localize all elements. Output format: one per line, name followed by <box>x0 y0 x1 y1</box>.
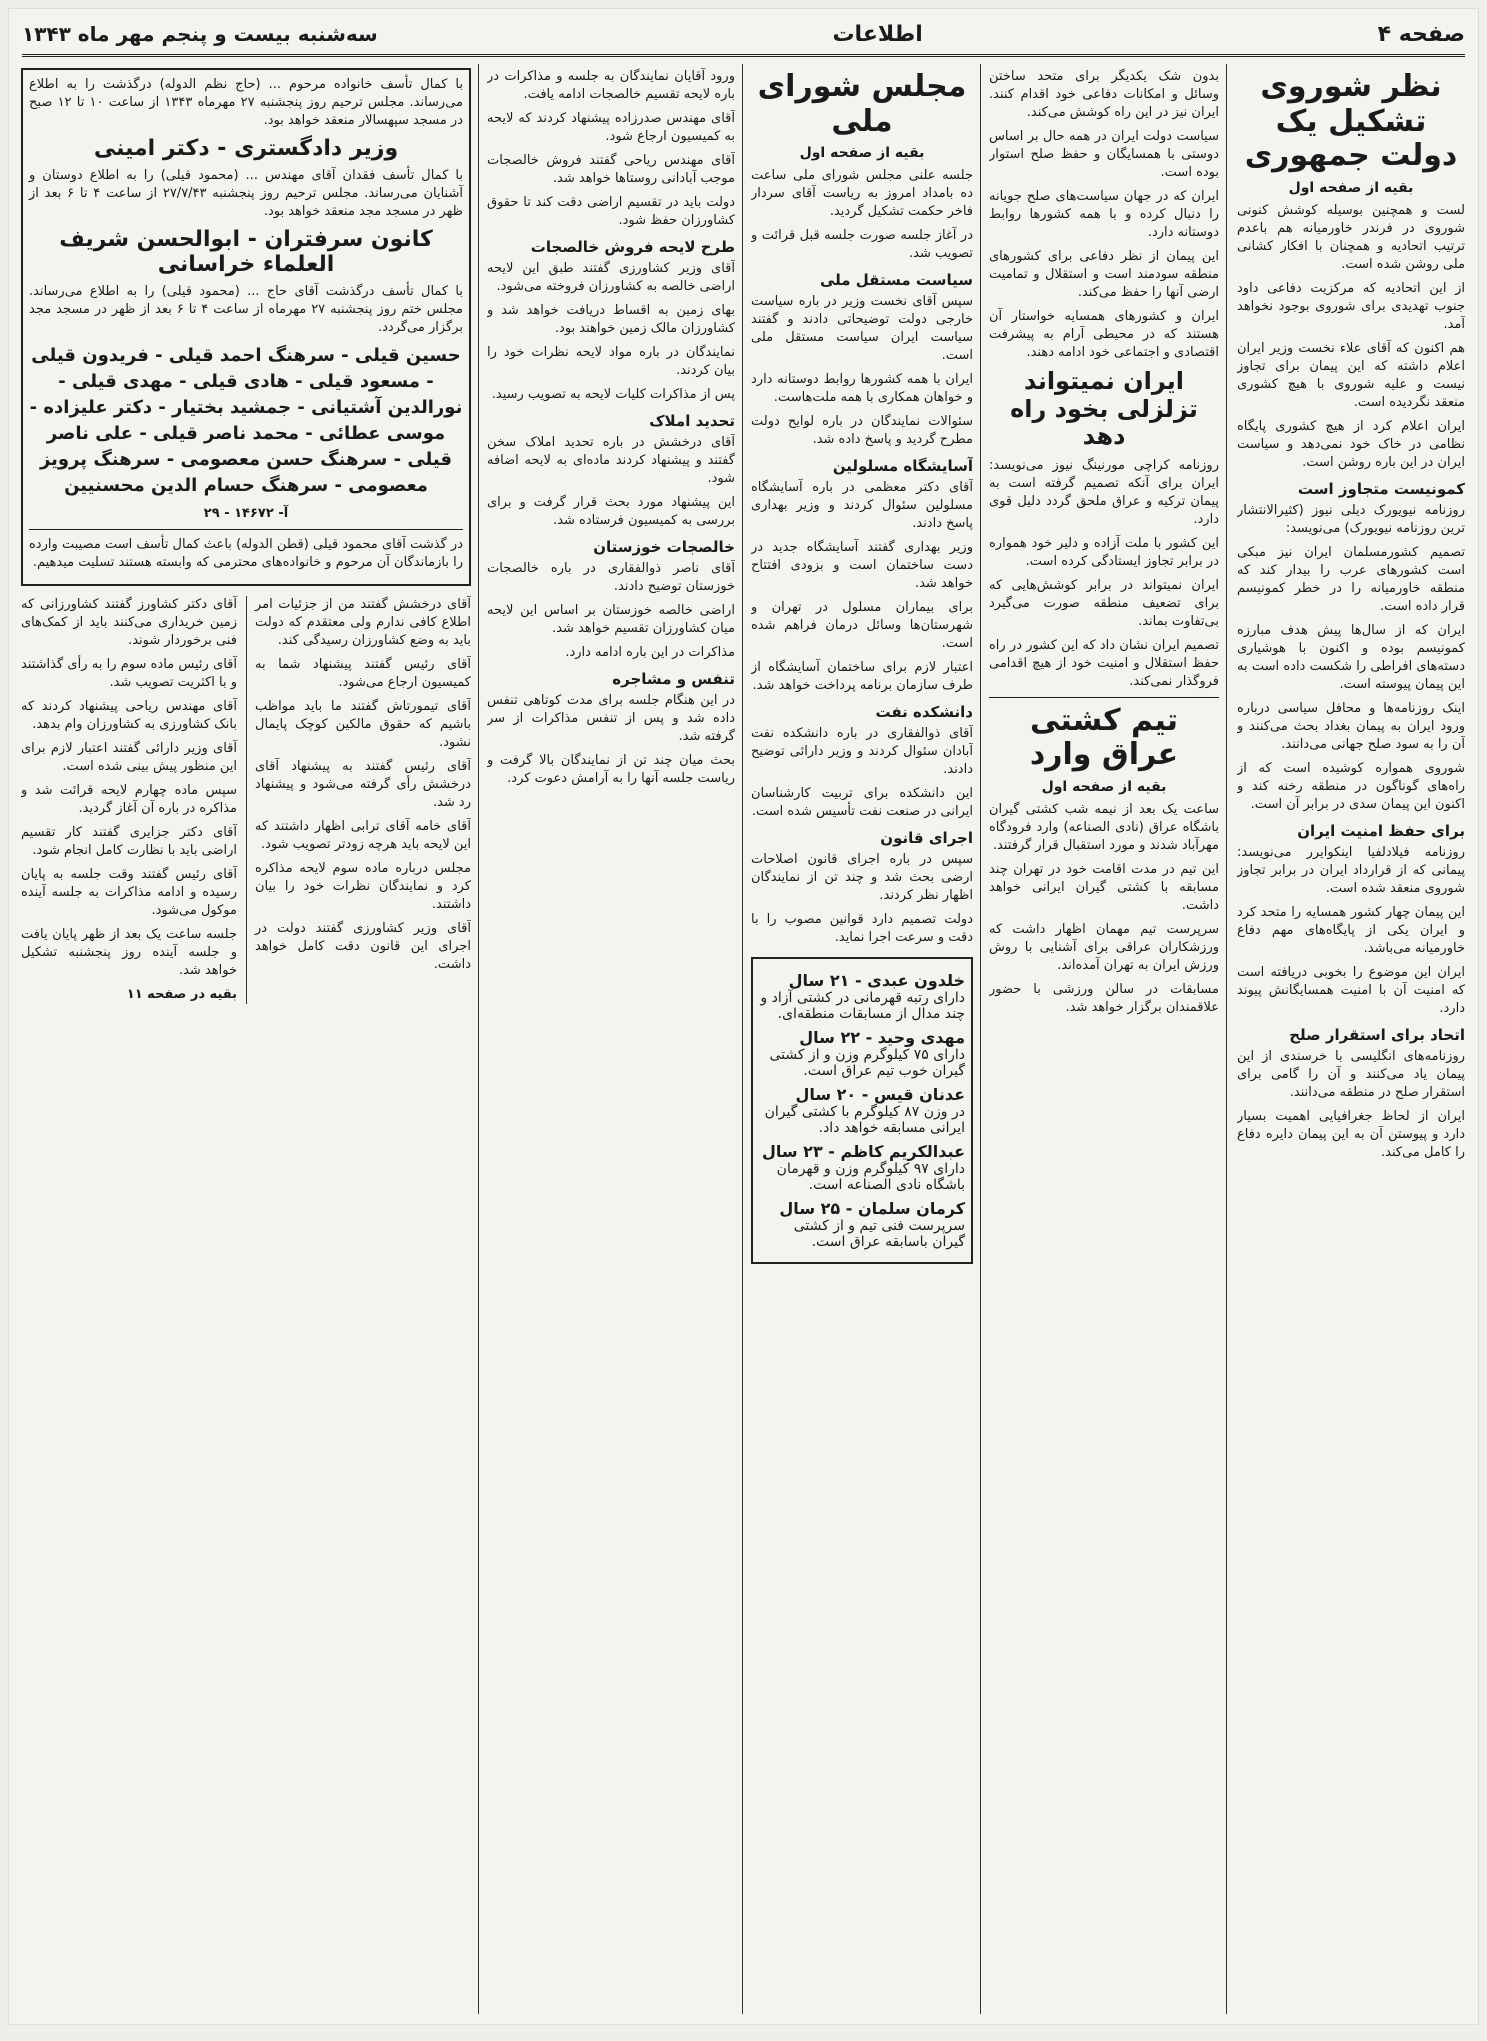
paragraph: ایران این موضوع را بخوبی دریافته است که امنیت آن با امنیت همسایگانش پیوند دارد. <box>1237 964 1465 1016</box>
section-heading: خالصجات خوزستان <box>593 538 735 556</box>
wrestler-desc: دارای رتبه قهرمانی در کشتی آزاد و چند مدال از مسابقات منطقه‌ای. <box>760 990 965 1022</box>
paragraph: روزنامه کراچی مورنینگ نیوز می‌نویسد: ایران برای آنکه تصمیم گرفته است به پیمان ترکیه و عراق ملحق گردد دلیل قوی دارد. <box>989 457 1219 527</box>
section-heading: تحدید املاک <box>649 412 735 430</box>
paragraph: مذاکرات در این باره ادامه دارد. <box>565 645 735 660</box>
article-continuation-note: بقیه از صفحه اول <box>1288 179 1414 196</box>
divider <box>29 529 463 530</box>
wrestler-name: خلدون عبدی - ۲۱ سال <box>788 971 965 990</box>
obituary-title: کانون سرفتران - ابوالحسن شریف العلماء خراسانی <box>59 227 433 277</box>
paragraph: ایران که در جهان سیاست‌های صلح جویانه را دنبال کرده و با همه کشورها روابط دوستانه دارد. <box>989 189 1219 240</box>
paragraph: تصمیم ایران نشان داد که این کشور در راه حفظ استقلال و امنیت خود از هیچ اقدامی فروگذار نمی‌کند. <box>989 637 1219 689</box>
paragraph: ایران که از سال‌ها پیش هدف مبارزه کمونیسم بوده و اکنون با هوشیاری دسته‌های افراطی را شکست داده است به این پیمان پیوسته است. <box>1237 622 1465 692</box>
paragraph: روزنامه نیویورک دیلی نیوز (کثیرالانتشار ترین روزنامه نیویورک) می‌نویسد: <box>1237 502 1465 536</box>
article-soviet-republic <box>1237 68 1465 2013</box>
condolence-text: در گذشت آقای محمود قیلی (قطن الدوله) باعث کمال تأسف است مصیبت وارده را بازماندگان آن مرحوم و خانواده‌های محترمی که وابسته هستند تسلیت میدهیم. <box>29 537 463 570</box>
ad-code: آ- ۱۴۶۷۲ - ۲۹ <box>203 506 289 521</box>
obituary-text: با کمال تأسف خانواده مرحوم ... (حاج نظم الدوله) درگذشت را به اطلاع می‌رساند. مجلس ترحیم روز پنجشنبه ۲۷ مهرماه ۱۳۴۳ از ساعت ۱۰ تا ۱۲ صبح در مسجد سپهسالار منعقد خواهد بود. <box>29 77 463 128</box>
paragraph: آقای ذوالفقاری در باره دانشکده نفت آبادان سئوال کردند و وزیر دارائی توضیح دادند. <box>751 726 973 777</box>
paragraph: آقای مهندس صدرزاده پیشنهاد کردند که لایحه به کمیسیون ارجاع شود. <box>487 111 735 144</box>
wrestler-name: کرمان سلمان - ۲۵ سال <box>779 1199 965 1218</box>
article-majlis <box>751 68 973 2013</box>
paragraph: آقای دکتر معظمی در باره آسایشگاه مسلولین سئوال کردند و وزیر بهداری پاسخ دادند. <box>751 480 973 531</box>
obituary-text: با کمال تأسف درگذشت آقای حاج ... (محمود قیلی) را به اطلاع می‌رساند. مجلس ختم روز پنجشنبه ۲۷ مهرماه از ساعت ۴ تا ۶ بعد از ظهر در مسجد مجد برگزار می‌گردد. <box>29 284 463 335</box>
paragraph: این کشور با ملت آزاده و دلیر خود همواره در برابر تجاوز ایستادگی کرده است. <box>989 535 1219 569</box>
article-headline: مجلس شورای ملی <box>757 69 967 139</box>
column-divider <box>742 64 743 2014</box>
section-heading: سیاست مستقل ملی <box>819 271 973 289</box>
wrestler-desc: در وزن ۸۷ کیلوگرم با کشتی گیران ایرانی مسابقه خواهد داد. <box>764 1104 965 1136</box>
continued-note: بقیه در صفحه ۱۱ <box>126 987 237 1002</box>
masthead <box>22 14 1465 57</box>
paragraph: مجلس درباره ماده سوم لایحه مذاکره کرد و نمایندگان نظرات خود را بیان داشتند. <box>255 861 471 912</box>
paragraph: بدون شک یکدیگر برای متحد ساختن وسائل و امکانات دفاعی خود اقدام کنند. ایران نیز در این راه کوشش می‌کند. <box>989 69 1219 120</box>
column-divider <box>1226 64 1227 2014</box>
paragraph: این پیشنهاد مورد بحث قرار گرفت و برای بررسی به کمیسیون فرستاده شد. <box>487 495 735 528</box>
paragraph: آقای دکتر کشاورز گفتند کشاورزانی که زمین خریداری می‌کنند باید از کمک‌های فنی برخوردار شوند. <box>21 597 237 648</box>
paragraph: شوروی همواره کوشیده است که از راه‌های گوناگون در منطقه رخنه کند و اکنون این پیمان سدی در برابر آن است. <box>1237 760 1465 812</box>
continuation-text <box>21 596 471 1004</box>
paragraph: وزیر بهداری گفتند آسایشگاه جدید در دست ساختمان است و بزودی افتتاح خواهد شد. <box>751 540 973 591</box>
paragraph: این تیم در مدت اقامت خود در تهران چند مسابقه با کشتی گیران ایرانی خواهد داشت. <box>989 861 1219 913</box>
obituary-text: با کمال تأسف فقدان آقای مهندس ... (محمود قیلی) را به اطلاع دوستان و آشنایان می‌رساند. مجلس ترحیم روز پنجشنبه ۲۷/۷/۴۳ از ساعت ۴ تا ۶ بعد از ظهر در مسجد مجد منعقد خواهد بود. <box>29 168 463 219</box>
paragraph: بهای زمین به اقساط دریافت خواهد شد و کشاورزان مالک زمین خواهند بود. <box>487 303 735 336</box>
paragraph: سپس در باره اجرای قانون اصلاحات ارضی بحث شد و چند تن از نمایندگان اظهار نظر کردند. <box>751 852 973 903</box>
paragraph: این پیمان چهار کشور همسایه را متحد کرد و ایران یکی از پایگاه‌های مهم دفاع خاورمیانه می‌باشد. <box>1237 904 1465 956</box>
newspaper-page <box>8 8 1479 2025</box>
paragraph: در این هنگام جلسه برای مدت کوتاهی تنفس داده شد و پس از تنفس مذاکرات از سر گرفته شد. <box>487 693 735 744</box>
section-heading: برای حفظ امنیت ایران <box>1297 821 1465 840</box>
article-continuation-note: بقیه از صفحه اول <box>1041 778 1167 795</box>
paragraph: آقای مهندس ریاحی گفتند فروش خالصجات موجب آبادانی روستاها خواهد شد. <box>487 153 735 186</box>
paragraph: جلسه علنی مجلس شورای ملی ساعت ده بامداد امروز به ریاست آقای سردار فاخر حکمت تشکیل گردید. <box>751 168 973 219</box>
roster-item <box>759 1028 965 1079</box>
section-heading: دانشکده نفت <box>875 703 973 721</box>
wrestler-desc: دارای ۹۷ کیلوگرم وزن و قهرمان باشگاه نادی الصناعه است. <box>776 1161 965 1193</box>
paragraph: آقای خامه آقای ترابی اظهار داشتند که این لایحه باید هرچه زودتر تصویب شود. <box>255 819 471 852</box>
paragraph: آقای رئیس گفتند پیشنهاد شما به کمیسیون ارجاع می‌شود. <box>255 657 471 690</box>
paragraph: اعتبار لازم برای ساختمان آسایشگاه از طرف سازمان برنامه پرداخت خواهد شد. <box>751 660 973 693</box>
paragraph: ایران با همه کشورها روابط دوستانه دارد و خواهان همکاری با همه ملت‌هاست. <box>751 372 973 405</box>
section-heading: اجرای قانون <box>880 829 973 847</box>
paragraph: بحث میان چند تن از نمایندگان بالا گرفت و ریاست جلسه آنها را به آرامش دعوت کرد. <box>487 753 735 786</box>
paragraph: آقای ناصر ذوالفقاری در باره خالصجات خوزستان توضیح دادند. <box>487 561 735 594</box>
paragraph: مسابقات در سالن ورزشی با حضور علاقمندان برگزار خواهد شد. <box>989 981 1219 1015</box>
obituary-title: وزیر دادگستری - دکتر امینی <box>93 136 399 161</box>
roster-item <box>759 1199 965 1250</box>
sports-roster-box <box>751 957 973 1264</box>
wrestler-desc: دارای ۷۵ کیلوگرم وزن و از کشتی گیران خوب تیم عراق است. <box>769 1047 965 1079</box>
paragraph: سئوالات نمایندگان در باره لوایح دولت مطرح گردید و پاسخ داده شد. <box>751 414 973 447</box>
article-headline: نظر شوروی تشکیل یک دولت جمهوری <box>1244 69 1458 173</box>
paragraph: آقای رئیس گفتند به پیشنهاد آقای درخشش رأی گرفته می‌شود و پیشنهاد رد شد. <box>255 759 471 810</box>
paragraph: ایران و کشورهای همسایه خواستار آن هستند که در محیطی آرام به پیشرفت اقتصادی و اجتماعی خود ادامه دهند. <box>989 309 1219 360</box>
paragraph: آقای درخشش گفتند من از جزئیات امر اطلاع کافی ندارم ولی معتقدم که دولت باید به وضع کشاورزان رسیدگی کند. <box>255 597 471 648</box>
paragraph: لست و همچنین بوسیله کوشش کنونی شوروی در فرندر خاورمیانه هم باعدم ترتیب اتحادیه و همچنان با افکار کشانی ملی روشن شده است. <box>1237 202 1465 272</box>
wrestler-desc: سرپرست فنی تیم و از کشتی گیران باسابقه عراق است. <box>793 1218 965 1250</box>
paragraph: آقای درخشش در باره تحدید املاک سخن گفتند و پیشنهاد کردند ماده‌ای به لایحه اضافه شود. <box>487 435 735 486</box>
roster-item <box>759 971 965 1022</box>
section-headline: ایران نمیتواند تزلزلی بخود راه دهد <box>1010 367 1198 451</box>
paragraph: آقای دکتر جزایری گفتند کار تقسیم اراضی باید با نظارت کامل انجام شود. <box>21 825 237 858</box>
roster-item <box>759 1085 965 1136</box>
paragraph: تصمیم کشورمسلمان ایران نیز مبکی است کشورهای عرب را بیدار کند که منطقه خاورمیانه را در خطر کمونیسم قرار داده است. <box>1237 544 1465 614</box>
paragraph: پس از مذاکرات کلیات لایحه به تصویب رسید. <box>491 387 735 402</box>
paragraph: اراضی خالصه خوزستان بر اساس این لایحه میان کشاورزان تقسیم خواهد شد. <box>487 603 735 636</box>
column-divider <box>478 64 479 2014</box>
article-khalisejat <box>487 68 735 2013</box>
paragraph: ورود آقایان نمایندگان به جلسه و مذاکرات در باره لایحه تقسیم خالصجات ادامه یافت. <box>487 69 735 102</box>
section-heading: آسایشگاه مسلولین <box>832 457 973 475</box>
wrestler-name: مهدی وحید - ۲۲ سال <box>799 1028 965 1047</box>
roster-item <box>759 1142 965 1193</box>
section-heading: طرح لایحه فروش خالصجات <box>530 238 735 256</box>
paragraph: اینک روزنامه‌ها و محافل سیاسی درباره ورود ایران به پیمان بغداد بحث می‌کنند و آن را به سود صلح جهانی می‌دانند. <box>1237 700 1465 752</box>
paragraph: آقای مهندس ریاحی پیشنهاد کردند که بانک کشاورزی به کشاورزان وام بدهد. <box>21 699 237 732</box>
article-iran-stance <box>989 68 1219 2013</box>
paragraph: ایران اعلام کرد از هیچ کشوری پایگاه نظامی در خاک خود نمی‌دهد و سیاست ایران در این باره روشن است. <box>1237 418 1465 470</box>
paragraph: در آغاز جلسه صورت جلسه قبل قرائت و تصویب شد. <box>751 228 973 261</box>
obituaries-and-continuation <box>21 68 471 2013</box>
paragraph: روزنامه‌های انگلیسی با خرسندی از این پیمان یاد می‌کنند و آن را گامی برای استقرار صلح در منطقه می‌دانند. <box>1237 1048 1465 1100</box>
newspaper-name: اطلاعات <box>832 21 923 47</box>
column-divider <box>980 64 981 2014</box>
paragraph: نمایندگان در باره مواد لایحه نظرات خود را بیان کردند. <box>487 345 735 378</box>
page-number: صفحه ۴ <box>1377 21 1465 47</box>
paragraph: ساعت یک بعد از نیمه شب کشتی گیران باشگاه عراق (نادی الصناعه) وارد فرودگاه مهرآباد شدند و مورد استقبال قرار گرفتند. <box>989 801 1219 853</box>
article-continuation-note: بقیه از صفحه اول <box>799 145 925 161</box>
paragraph: برای بیماران مسلول در تهران و شهرستان‌ها وسائل درمان فراهم شده است. <box>751 600 973 651</box>
paragraph: سیاست دولت ایران در همه حال بر اساس دوستی با همسایگان و حفظ صلح استوار بوده است. <box>989 129 1219 180</box>
paragraph: این پیمان از نظر دفاعی برای کشورهای منطقه سودمند است و استقلال و تمامیت ارضی آنها را حفظ می‌کند. <box>989 249 1219 300</box>
divider <box>989 697 1219 698</box>
paragraph: آقای وزیر کشاورزی گفتند دولت در اجرای این قانون دقت کامل خواهد داشت. <box>255 921 471 972</box>
paragraph: سپس آقای نخست وزیر در باره سیاست خارجی دولت توضیحاتی دادند و گفتند سیاست ایران سیاست مستقل ملی است. <box>751 294 973 363</box>
section-heading: تنفس و مشاجره <box>612 670 735 688</box>
paragraph: سرپرست تیم مهمان اظهار داشت که ورزشکاران عراقی برای آشنایی با روش ورزش ایران به تهران آمده‌اند. <box>989 921 1219 973</box>
section-heading: اتحاد برای استقرار صلح <box>1289 1025 1465 1044</box>
paragraph: از این اتحادیه که مرکزیت دفاعی داود جنوب تهدیدی برای شوروی بوجود نخواهد آمد. <box>1237 280 1465 332</box>
wrestler-name: عدنان قیس - ۲۰ سال <box>795 1085 965 1104</box>
paragraph: آقای وزیر کشاورزی گفتند طبق این لایحه اراضی خالصه به کشاورزان فروخته می‌شود. <box>487 261 735 294</box>
paragraph: جلسه ساعت یک بعد از ظهر پایان یافت و جلسه آینده روز پنجشنبه تشکیل خواهد شد. <box>21 927 237 978</box>
obituary-box <box>21 68 471 586</box>
paragraph: روزنامه فیلادلفیا اینکوایرر می‌نویسد: پیمانی که از قرارداد ایران در برابر تجاوز شوروی منعقد شده است. <box>1237 844 1465 896</box>
issue-date: سه‌شنبه بیست و پنجم مهر ماه ۱۳۴۳ <box>22 22 378 46</box>
wrestler-name: عبدالکریم کاظم - ۲۳ سال <box>761 1142 965 1161</box>
paragraph: ایران از لحاظ جغرافیایی اهمیت بسیار دارد و پیوستن آن به این پیمان دایره دفاع را کامل می‌کند. <box>1237 1108 1465 1160</box>
paragraph: آقای رئیس ماده سوم را به رأی گذاشتند و با اکثریت تصویب شد. <box>21 657 237 690</box>
paragraph: آقای رئیس گفتند وقت جلسه به پایان رسیده و ادامه مذاکرات به جلسه آینده موکول می‌شود. <box>21 867 237 918</box>
paragraph: ایران نمیتواند در برابر کوشش‌هایی که برای تضعیف منطقه صورت می‌گیرد بی‌تفاوت بماند. <box>989 577 1219 629</box>
section-heading: کمونیست متجاوز است <box>1297 479 1465 498</box>
paragraph: دولت باید در تقسیم اراضی دقت کند تا حقوق کشاورزان حفظ شود. <box>487 195 735 228</box>
paragraph: آقای وزیر دارائی گفتند اعتبار لازم برای این منظور پیش بینی شده است. <box>21 741 237 774</box>
mourner-names: حسین قیلی - سرهنگ احمد قیلی - فریدون قیلی - مسعود قیلی - هادی قیلی - مهدی قیلی - نورالدین آشتیانی - جمشید بختیار - دکتر علیزاده - موسی عطائی - محمد ناصر قیلی - علی ناصر قیلی - سرهنگ حسن معصومی - سرهنگ پرویز معصومی - سرهنگ حسام الدین محسنیین <box>29 345 463 496</box>
paragraph: هم اکنون که آقای علاء نخست وزیر ایران اعلام داشته که این پیمان برای تجاوز نیست و علیه شوروی با هیچ کشوری منعقد نگردیده است. <box>1237 340 1465 410</box>
paragraph: سپس ماده چهارم لایحه قرائت شد و مذاکره در باره آن آغاز گردید. <box>21 783 237 816</box>
paragraph: این دانشکده برای تربیت کارشناسان ایرانی در صنعت نفت تأسیس شده است. <box>751 786 973 819</box>
sports-headline: تیم کشتی عراق وارد <box>1029 702 1179 773</box>
paragraph: آقای تیمورتاش گفتند ما باید مواظب باشیم که حقوق مالکین کوچک پایمال نشود. <box>255 699 471 750</box>
paragraph: دولت تصمیم دارد قوانین مصوب را با دقت و سرعت اجرا نماید. <box>751 912 973 945</box>
